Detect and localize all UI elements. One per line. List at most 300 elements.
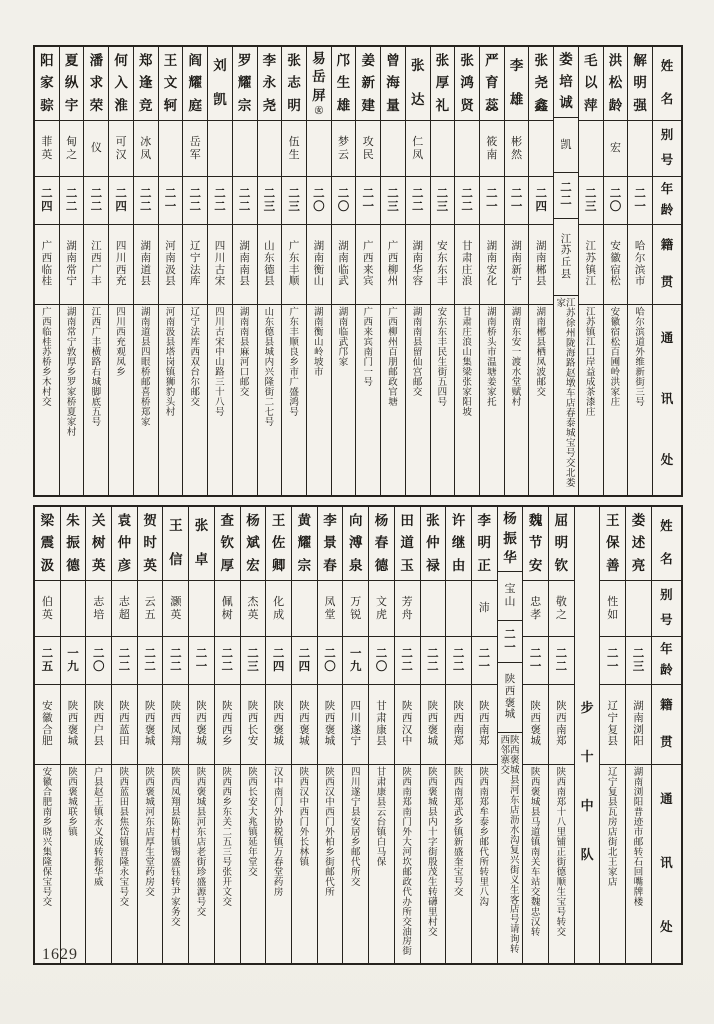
- person-column: [112, 507, 138, 963]
- native-place-cell: 湖 南 衡 山: [307, 225, 331, 305]
- person-column: [604, 47, 629, 495]
- native-place-cell: 陕 西 褒 城: [189, 685, 214, 765]
- age-cell: 二 一: [159, 177, 183, 225]
- alias-cell: 伯 英: [35, 581, 60, 637]
- name-cell: 袁 仲 彦: [112, 507, 137, 581]
- name-cell: 王 保 善: [600, 507, 625, 581]
- person-column: [61, 507, 87, 963]
- person-column: [505, 47, 530, 495]
- name-cell: 罗 耀 宗: [233, 47, 257, 121]
- alias-cell: 性 如: [600, 581, 625, 637]
- age-cell: 二 〇: [307, 177, 331, 225]
- address-cell: 陕 西 褒 城 联 乡 镇: [68, 768, 78, 838]
- alias-cell: [208, 121, 232, 177]
- native-place-cell: 陕 西 褒 城: [318, 685, 343, 765]
- alias-cell: [431, 121, 455, 177]
- name-cell: 娄 述 亮: [626, 507, 651, 581]
- alias-cell: [626, 581, 651, 637]
- header-native-label: 籍 贯: [652, 685, 681, 765]
- header-alias-label: 别 号: [652, 581, 681, 637]
- person-column: [498, 507, 524, 963]
- person-column: [579, 47, 604, 495]
- name-cell: 阳 家 骔: [35, 47, 59, 121]
- native-place-cell: 辽 宁 复 县: [600, 685, 625, 765]
- native-place-cell: 陕 西 南 郑: [446, 685, 471, 765]
- age-cell: 二 二: [455, 177, 479, 225]
- age-cell: 二 四: [266, 637, 291, 685]
- age-cell: 二 三: [626, 637, 651, 685]
- alias-cell: 凤 堂: [318, 581, 343, 637]
- address-cell: 江 苏 镇 江 口 岸 益 成 茶 漆 庄: [585, 308, 596, 418]
- address-cell: 江 西 广 丰 横 路 右 城 脚 底 五 号: [91, 308, 102, 428]
- name-cell: 屈 明 钦: [549, 507, 574, 581]
- name-cell: 张 卓: [189, 507, 214, 581]
- native-place-cell: 陕 西 褒 城: [421, 685, 446, 765]
- name-cell: 何 入 淮: [109, 47, 133, 121]
- roster-table-bottom: [33, 505, 683, 965]
- alias-cell: [189, 581, 214, 637]
- name-cell: 许 继 由: [446, 507, 471, 581]
- name-cell: 潘 求 荣: [84, 47, 108, 121]
- name-cell: 娄 培 诚: [554, 47, 578, 118]
- age-cell: 二 四: [529, 177, 553, 225]
- alias-cell: 灏 英: [163, 581, 188, 637]
- age-cell: 二 二: [215, 637, 240, 685]
- age-cell: 二 二: [163, 637, 188, 685]
- header-address-label: 通 讯 处: [660, 792, 673, 935]
- alias-cell: 芳 舟: [395, 581, 420, 637]
- age-cell: 二 二: [554, 173, 578, 219]
- address-cell: 湖 南 浏 阳 普 迹 市 邮 转 石 回 嘴 牌 楼: [633, 768, 644, 908]
- age-cell: 二 一: [523, 637, 548, 685]
- alias-cell: [307, 121, 331, 177]
- address-cell: 甘 肃 庄 浪 山 集 梁 张 家 阳 坡: [462, 308, 472, 418]
- alias-cell: 岳 军: [183, 121, 207, 177]
- alias-cell: 冰 凤: [134, 121, 158, 177]
- person-column: [35, 47, 60, 495]
- native-place-cell: 四 川 西 充: [109, 225, 133, 305]
- address-cell: 湖 南 桥 头 市 温 塘 姜 家 托: [487, 308, 497, 408]
- address-cell: 湖 南 常 宁 敦 厚 乡 罗 家 桥 夏 家 村: [66, 308, 77, 438]
- person-column: [258, 47, 283, 495]
- address-cell: 户 县 赵 王 镇 永 义 成 转 振 华 威: [93, 768, 104, 888]
- age-cell: 二 〇: [369, 637, 394, 685]
- alias-cell: [446, 581, 471, 637]
- alias-cell: 化 成: [266, 581, 291, 637]
- alias-cell: 仁 凤: [406, 121, 430, 177]
- name-cell: 关 树 英: [86, 507, 111, 581]
- address-cell: 汉 中 南 门 外 协 税 镇 万 春 堂 药 房: [273, 768, 284, 898]
- name-cell: 向 溥 泉: [343, 507, 368, 581]
- person-column: [189, 507, 215, 963]
- alias-cell: [159, 121, 183, 177]
- address-cell: 陕 西 褒 城 县 河 东 店 沥 水 沟 复 兴 街 义 生 客 店 号 请 询 转 西 邻 寨 交: [500, 736, 520, 956]
- address-cell: 广 西 柳 州 百 朋 邮 政 官 塘: [388, 308, 398, 408]
- person-column: [343, 507, 369, 963]
- name-cell: 魏 节 安: [523, 507, 548, 581]
- age-cell: 二 二: [60, 177, 84, 225]
- age-cell: 二 一: [480, 177, 504, 225]
- age-cell: 二 〇: [332, 177, 356, 225]
- alias-cell: [579, 121, 603, 177]
- address-cell: 江 苏 徐 州 陇 海 路 赵 墩 车 店 春 泰 城 宝 号 交 北 娄 家: [556, 299, 576, 489]
- address-cell: 陕 西 汉 中 西 门 外 柏 乡 街 邮 代 所: [325, 768, 335, 898]
- name-cell: 查 钦 厚: [215, 507, 240, 581]
- name-cell: 张 志 明: [282, 47, 306, 121]
- age-cell: 二 五: [35, 637, 60, 685]
- age-cell: 二 四: [109, 177, 133, 225]
- address-cell: 安 徽 宿 松 百 圃 岭 洪 家 庄: [610, 308, 621, 408]
- alias-cell: 伍 生: [282, 121, 306, 177]
- person-column: [241, 507, 267, 963]
- alias-cell: 仪: [84, 121, 108, 177]
- native-place-cell: 广 西 临 桂: [35, 225, 59, 305]
- age-cell: 二 〇: [604, 177, 628, 225]
- person-column: [109, 47, 134, 495]
- native-place-cell: 陕 西 长 安: [241, 685, 266, 765]
- name-cell: 刘 凯: [208, 47, 232, 121]
- name-cell: 王 佐 卿: [266, 507, 291, 581]
- native-place-cell: 江 西 广 丰: [84, 225, 108, 305]
- age-cell: 二 一: [505, 177, 529, 225]
- age-cell: 二 三: [282, 177, 306, 225]
- address-cell: 哈 尔 滨 道 外 维 新 街 三 号: [635, 308, 645, 408]
- person-column: [381, 47, 406, 495]
- address-cell: 陕 西 南 郑 南 门 外 大 河 坎 邮 政 代 办 所 交 油 房 街: [402, 768, 412, 958]
- address-cell: 广 东 丰 顺 良 乡 市 广 盛 鸿 号: [289, 308, 299, 418]
- name-cell: 邝 生 雄: [332, 47, 356, 121]
- person-column: [628, 47, 653, 495]
- address-cell: 广 西 来 宾 南 门 一 号: [363, 308, 373, 388]
- name-cell: 张 尧 鑫: [529, 47, 553, 121]
- alias-cell: 万 锐: [343, 581, 368, 637]
- name-cell: 李 永 尧: [258, 47, 282, 121]
- name-cell: 李 明 正: [472, 507, 497, 581]
- roster-table-top: [33, 45, 683, 497]
- header-column: [653, 47, 681, 495]
- native-place-cell: 河 南 汲 县: [159, 225, 183, 305]
- native-place-cell: 安 东 东 丰: [431, 225, 455, 305]
- age-cell: 二 一: [356, 177, 380, 225]
- alias-cell: 敬 之: [549, 581, 574, 637]
- person-column: [523, 507, 549, 963]
- address-cell: 广 西 临 桂 苏 桥 乡 木 村 交: [42, 308, 52, 408]
- age-cell: 二 〇: [86, 637, 111, 685]
- age-cell: 二 二: [446, 637, 471, 685]
- alias-cell: 梦 云: [332, 121, 356, 177]
- name-cell: 张 仲 禄: [421, 507, 446, 581]
- header-age-label: 年 龄: [653, 177, 681, 225]
- person-column: [332, 47, 357, 495]
- header-alias-label: 别 号: [653, 121, 681, 177]
- native-place-cell: 湖 南 南 县: [233, 225, 257, 305]
- person-column: [529, 47, 554, 495]
- address-cell: 陕 西 蓝 田 县 焦 岱 镇 晋 隆 永 宝 号 交: [119, 768, 130, 908]
- header-name-label: 姓 名: [652, 507, 681, 581]
- native-place-cell: 陕 西 户 县: [86, 685, 111, 765]
- alias-cell: 杰 英: [241, 581, 266, 637]
- person-column: [266, 507, 292, 963]
- native-place-cell: 陕 西 褒 城: [138, 685, 163, 765]
- name-cell: 阎 耀 庭: [183, 47, 207, 121]
- native-place-cell: 甘 肃 庄 浪: [455, 225, 479, 305]
- address-cell: 安 徽 合 肥 南 乡 晓 兴 集 隆 保 宝 号 交: [42, 768, 53, 908]
- native-place-cell: 广 西 柳 州: [381, 225, 405, 305]
- header-column: [652, 507, 681, 963]
- alias-cell: [61, 581, 86, 637]
- age-cell: 二 一: [600, 637, 625, 685]
- person-column: [356, 47, 381, 495]
- alias-cell: 志 超: [112, 581, 137, 637]
- native-place-cell: 江 苏 镇 江: [579, 225, 603, 305]
- age-cell: 二 二: [208, 177, 232, 225]
- native-place-cell: 陕 西 蓝 田: [112, 685, 137, 765]
- header-age-label: 年 龄: [652, 637, 681, 685]
- name-cell: 张 厚 礼: [431, 47, 455, 121]
- address-cell: 湖 南 郴 县 栖 凤 波 邮 交: [536, 308, 547, 398]
- name-cell: 朱 振 德: [61, 507, 86, 581]
- name-cell: 易 岳 屏 ㊛: [307, 47, 331, 121]
- age-cell: 一 九: [61, 637, 86, 685]
- native-place-cell: 湖 南 郴 县: [529, 225, 553, 305]
- age-cell: 二 三: [381, 177, 405, 225]
- header-native-label: 籍 贯: [653, 225, 681, 305]
- age-cell: 二 二: [138, 637, 163, 685]
- address-cell: 河 南 汲 县 塔 岗 镇 狮 豹 头 村: [165, 308, 176, 418]
- header-address-label: 通 讯 处: [660, 330, 674, 468]
- name-cell: 解 明 强: [628, 47, 652, 121]
- person-column: [431, 47, 456, 495]
- age-cell: 二 二: [406, 177, 430, 225]
- address-cell: 甘 肃 康 县 云 台 镇 白 马 保: [376, 768, 387, 868]
- person-column: [159, 47, 184, 495]
- address-cell: 陕 西 南 郑 十 八 里 铺 正 街 德 顺 生 宝 号 转 交: [556, 768, 567, 938]
- person-column: [233, 47, 258, 495]
- address-cell: 陕 西 褒 城 县 河 东 店 老 街 珍 盛 源 号 交: [196, 768, 207, 918]
- name-cell: 黄 耀 宗: [292, 507, 317, 581]
- name-cell: 王 文 轲: [159, 47, 183, 121]
- name-cell: 严 育 蕊: [480, 47, 504, 121]
- address-cell: 陕 西 凤 翔 县 陈 村 镇 锡 盛 钰 转 尹 家 务 交: [171, 768, 181, 928]
- alias-cell: [421, 581, 446, 637]
- age-cell: 二 三: [579, 177, 603, 225]
- alias-cell: [292, 581, 317, 637]
- page-number: 1629: [42, 946, 78, 963]
- person-column: [138, 507, 164, 963]
- native-place-cell: 安 徽 合 肥: [35, 685, 60, 765]
- alias-cell: [455, 121, 479, 177]
- person-column: [163, 507, 189, 963]
- native-place-cell: 哈 尔 滨 市: [628, 225, 652, 305]
- alias-cell: 彬 然: [505, 121, 529, 177]
- person-column: [318, 507, 344, 963]
- person-column: [600, 507, 626, 963]
- age-cell: 二 三: [431, 177, 455, 225]
- address-cell: 辽 宁 复 县 瓦 房 店 街 北 王 家 店: [608, 768, 618, 888]
- alias-cell: 宝 山: [498, 572, 523, 621]
- native-place-cell: 陕 西 凤 翔: [163, 685, 188, 765]
- native-place-cell: 江 苏 丘 县: [554, 219, 578, 296]
- native-place-cell: 湖 南 安 化: [480, 225, 504, 305]
- native-place-cell: 湖 南 新 宁: [505, 225, 529, 305]
- address-cell: 安 东 东 丰 民 生 街 五 四 号: [437, 308, 448, 408]
- alias-cell: 攻 民: [356, 121, 380, 177]
- name-cell: 杨 斌 宏: [241, 507, 266, 581]
- name-cell: 杨 振 华: [498, 507, 523, 572]
- native-place-cell: 陕 西 南 郑: [549, 685, 574, 765]
- age-cell: 二 一: [472, 637, 497, 685]
- alias-cell: [628, 121, 652, 177]
- person-column: [183, 47, 208, 495]
- native-place-cell: 陕 西 褒 城: [523, 685, 548, 765]
- person-column: [480, 47, 505, 495]
- address-cell: 湖 南 东 安 一 渡 水 堂 赋 村: [511, 308, 522, 408]
- name-cell: 夏 纵 宇: [60, 47, 84, 121]
- address-cell: 湖 南 南 县 麻 河 口 邮 交: [239, 308, 250, 398]
- age-cell: 二 一: [498, 621, 523, 663]
- unit-label-cell: 步 十 中 队: [580, 700, 594, 862]
- person-column: [292, 507, 318, 963]
- person-column: [626, 507, 652, 963]
- name-cell: 郑 逢 竞: [134, 47, 158, 121]
- address-cell: 湖 南 临 武 邝 家: [338, 308, 349, 368]
- native-place-cell: 辽 宁 法 库: [183, 225, 207, 305]
- alias-cell: 佩 树: [215, 581, 240, 637]
- age-cell: 二 三: [258, 177, 282, 225]
- address-cell: 湖 南 道 县 四 眼 桥 邮 喜 桥 郑 家: [141, 308, 151, 428]
- person-column: [455, 47, 480, 495]
- person-column: [446, 507, 472, 963]
- name-cell: 毛 以 萍: [579, 47, 603, 121]
- age-cell: 二 二: [183, 177, 207, 225]
- person-column: [307, 47, 332, 495]
- address-cell: 山 东 德 县 城 内 兴 隆 街 二 七 号: [264, 308, 275, 428]
- person-column: [395, 507, 421, 963]
- name-cell: 贺 时 英: [138, 507, 163, 581]
- native-place-cell: 湖 南 常 宁: [60, 225, 84, 305]
- alias-cell: [381, 121, 405, 177]
- address-cell: 陕 西 西 乡 东 关 二 五 三 号 张 开 文 交: [222, 768, 232, 908]
- name-cell: 田 道 玉: [395, 507, 420, 581]
- name-cell: 洪 松 龄: [604, 47, 628, 121]
- native-place-cell: 四 川 古 宋: [208, 225, 232, 305]
- name-cell: 李 景 春: [318, 507, 343, 581]
- age-cell: 二 〇: [318, 637, 343, 685]
- age-cell: 一 九: [343, 637, 368, 685]
- alias-cell: 凯: [554, 118, 578, 172]
- person-column: [549, 507, 575, 963]
- address-cell: 陕 西 汉 中 西 门 外 长 林 镇: [299, 768, 310, 868]
- address-cell: 湖 南 衡 山 岭 坡 市: [314, 308, 324, 378]
- person-column: [406, 47, 431, 495]
- person-column: [134, 47, 159, 495]
- person-column: [60, 47, 85, 495]
- address-cell: 陕 西 褒 城 河 东 店 厚 生 堂 药 房 交: [145, 768, 155, 898]
- person-column: [472, 507, 498, 963]
- person-column: [282, 47, 307, 495]
- name-cell: 张 鸿 贤: [455, 47, 479, 121]
- native-place-cell: 四 川 遂 宁: [343, 685, 368, 765]
- age-cell: 二 二: [112, 637, 137, 685]
- person-column: [86, 507, 112, 963]
- native-place-cell: 陕 西 西 乡: [215, 685, 240, 765]
- age-cell: 二 四: [292, 637, 317, 685]
- name-cell: 张 达: [406, 47, 430, 121]
- native-place-cell: 湖 南 临 武: [332, 225, 356, 305]
- native-place-cell: 甘 肃 康 县: [369, 685, 394, 765]
- name-cell: 姜 新 建: [356, 47, 380, 121]
- age-cell: 二 一: [189, 637, 214, 685]
- age-cell: 二 二: [549, 637, 574, 685]
- age-cell: 二 二: [134, 177, 158, 225]
- address-cell: 辽 宁 法 库 西 双 台 尔 邮 交: [190, 308, 200, 408]
- native-place-cell: 陕 西 褒 城: [498, 663, 523, 733]
- name-cell: 李 雄: [505, 47, 529, 121]
- alias-cell: 云 五: [138, 581, 163, 637]
- address-cell: 陕 西 褒 城 县 马 道 镇 南 关 车 站 交 魏 忠 汉 转: [530, 768, 541, 938]
- header-name-label: 姓 名: [653, 47, 681, 121]
- native-place-cell: 广 西 来 宾: [356, 225, 380, 305]
- alias-cell: 可 汉: [109, 121, 133, 177]
- address-cell: 陕 西 南 郑 武 乡 镇 新 盛 奎 宝 号 交: [453, 768, 464, 898]
- age-cell: 二 二: [84, 177, 108, 225]
- native-place-cell: 陕 西 汉 中: [395, 685, 420, 765]
- native-place-cell: 广 东 丰 顺: [282, 225, 306, 305]
- address-cell: 陕 西 褒 城 县 内 十 字 街 殷 茂 生 转 礴 里 村 交: [428, 768, 438, 938]
- native-place-cell: 安 徽 宿 松: [604, 225, 628, 305]
- native-place-cell: 陕 西 褒 城: [292, 685, 317, 765]
- age-cell: 二 二: [395, 637, 420, 685]
- native-place-cell: 陕 西 南 郑: [472, 685, 497, 765]
- native-place-cell: 陕 西 褒 城: [266, 685, 291, 765]
- native-place-cell: 湖 南 道 县: [134, 225, 158, 305]
- unit-column: [575, 507, 601, 963]
- person-column: [35, 507, 61, 963]
- native-place-cell: 湖 南 浏 阳: [626, 685, 651, 765]
- person-column: [554, 47, 579, 495]
- alias-cell: 甸 之: [60, 121, 84, 177]
- alias-cell: 志 培: [86, 581, 111, 637]
- age-cell: 二 四: [35, 177, 59, 225]
- alias-cell: [529, 121, 553, 177]
- name-cell: 王 信: [163, 507, 188, 581]
- address-cell: 四 川 古 宋 中 山 路 三 十 八 号: [215, 308, 225, 418]
- person-column: [369, 507, 395, 963]
- age-cell: 二 二: [233, 177, 257, 225]
- alias-cell: 宏: [604, 121, 628, 177]
- alias-cell: 筱 南: [480, 121, 504, 177]
- age-cell: 二 三: [241, 637, 266, 685]
- person-column: [84, 47, 109, 495]
- age-cell: 二 一: [628, 177, 652, 225]
- address-cell: 陕 西 长 安 大 兆 镇 延 年 堂 交: [248, 768, 258, 878]
- native-place-cell: 陕 西 褒 城: [61, 685, 86, 765]
- alias-cell: 沛: [472, 581, 497, 637]
- alias-cell: [258, 121, 282, 177]
- alias-cell: 文 虎: [369, 581, 394, 637]
- address-cell: 四 川 西 充 观 凤 乡: [116, 308, 126, 378]
- address-cell: 湖 南 南 县 留 仙 宫 邮 交: [412, 308, 423, 398]
- age-cell: 二 二: [421, 637, 446, 685]
- native-place-cell: 湖 南 华 容: [406, 225, 430, 305]
- address-cell: 四 川 遂 宁 县 安 居 乡 邮 代 所 交: [351, 768, 361, 888]
- address-cell: 陕 西 南 郑 牟 泰 乡 邮 代 所 转 里 八 沟: [479, 768, 490, 908]
- name-cell: 梁 震 汲: [35, 507, 60, 581]
- name-cell: 曾 海 量: [381, 47, 405, 121]
- alias-cell: 忠 孝: [523, 581, 548, 637]
- person-column: [208, 47, 233, 495]
- female-mark: ㊛: [314, 106, 323, 116]
